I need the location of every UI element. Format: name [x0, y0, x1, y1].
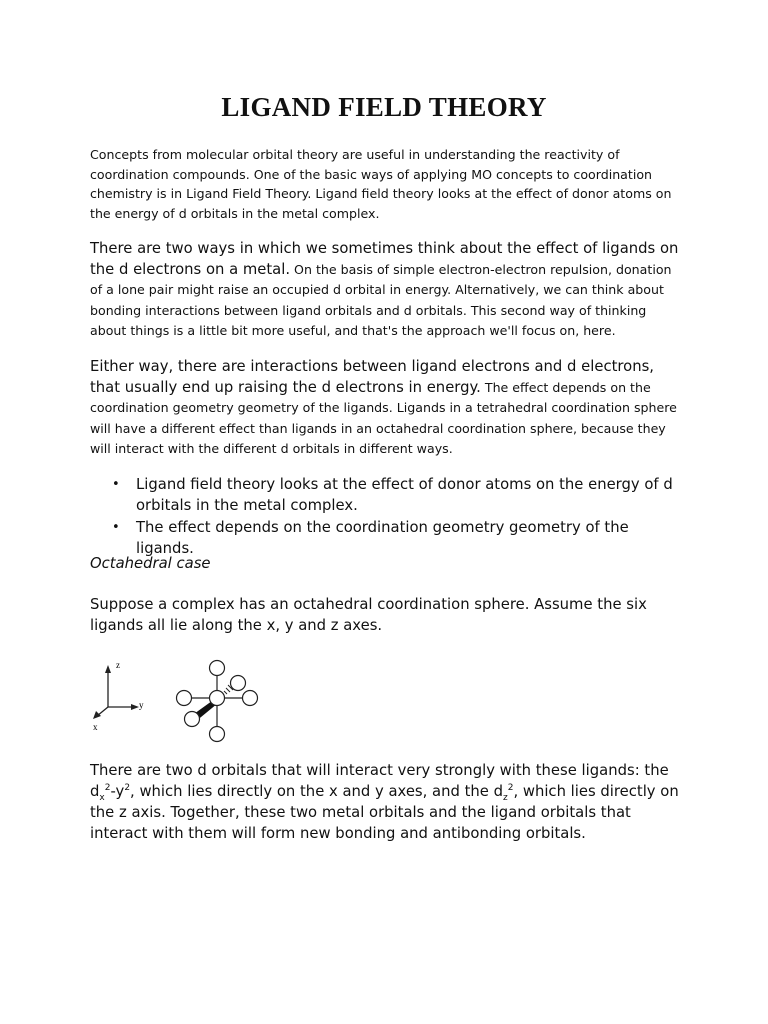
paragraph-d-orbitals — [90, 760, 680, 844]
z-axis-label: z — [116, 660, 120, 670]
octahedral-diagram — [88, 650, 278, 750]
d-orbitals-text-3: , which lies directly on the x and y axes, and the d — [130, 783, 503, 800]
ligand-top — [210, 661, 225, 676]
d-orbitals-text-4: , which lies directly on the z axis. Together, these two metal orbitals and the ligand orbitals that interact with them will form new bonding and antibonding orbitals. — [90, 783, 679, 842]
paragraph-two-ways-body: On the basis of simple electron-electron repulsion, donation of a lone pair might raise an occupied d orbital in energy. Alternatively, we can think about bonding interactions between ligand orbitals and d orbitals. This second way of thinking about things is a little bit more useful, and that's the approach we'll focus on, here. — [90, 261, 672, 338]
page-title: LIGAND FIELD THEORY — [221, 92, 547, 122]
coordinate-axes — [93, 660, 144, 732]
dz2-superscript: 2 — [507, 783, 514, 794]
paragraph-either-way — [90, 356, 680, 459]
paragraph-either-way-lead: Either way, there are interactions between ligand electrons and d electrons, that usually end up raising the d electrons in energy. — [90, 358, 654, 396]
ligand-left — [177, 691, 192, 706]
paragraph-octahedral-sphere: Suppose a complex has an octahedral coordination sphere. Assume the six ligands all lie along the x, y and z axes. — [90, 596, 647, 634]
d-orbitals-text-1: There are two d orbitals that will interact very strongly with these ligands: the d — [90, 762, 669, 800]
section-heading-octahedral: Octahedral case — [90, 555, 211, 572]
paragraph-either-way-body: The effect depends on the coordination geometry geometry of the ligands. Ligands in a tetrahedral coordination sphere will have a different effect than ligands in an octahedral coordination sphere, because they will interact with the different d orbitals in different ways. — [90, 379, 677, 456]
paragraph-two-ways — [90, 238, 680, 341]
bullet-item — [108, 474, 688, 516]
bullet-marker: • — [112, 477, 120, 492]
metal-center — [210, 691, 225, 706]
dx2y2-superscript-y: 2 — [124, 783, 131, 794]
summary-bullet-list — [108, 474, 688, 560]
bullet-text: The effect depends on the coordination geometry geometry of the ligands. — [136, 519, 629, 557]
intro-paragraph: Concepts from molecular orbital theory are useful in understanding the reactivity of coordination compounds. One of the basic ways of applying MO concepts to coordination chemistry is in Ligand Field Theory. Ligand field theory looks at the effect of donor atoms on the energy of d orbitals in the metal complex. — [90, 147, 672, 221]
d-orbitals-text-2: -y — [110, 783, 125, 800]
dx2y2-superscript-x: 2 — [104, 783, 111, 794]
x-axis-arrowhead — [93, 711, 101, 719]
bullet-text: Ligand field theory looks at the effect of donor atoms on the energy of d orbitals in the metal complex. — [136, 476, 673, 514]
bullet-item — [108, 517, 688, 559]
ligand-front — [185, 712, 200, 727]
hash-line — [224, 691, 227, 694]
dx2y2-subscript-x: x — [99, 792, 105, 803]
y-axis-label: y — [139, 700, 144, 710]
ligand-back — [231, 676, 246, 691]
x-axis-label: x — [93, 722, 98, 732]
dz2-subscript-z: z — [502, 792, 508, 803]
z-axis-arrowhead — [105, 665, 111, 673]
hash-line — [226, 688, 230, 692]
y-axis-arrowhead — [131, 704, 139, 710]
paragraph-two-ways-lead: There are two ways in which we sometimes think about the effect of ligands on the d electrons on a metal. — [90, 240, 679, 278]
ligand-bottom — [210, 727, 225, 742]
bullet-marker: • — [112, 520, 120, 535]
ligand-right — [243, 691, 258, 706]
octahedral-complex — [177, 661, 258, 742]
